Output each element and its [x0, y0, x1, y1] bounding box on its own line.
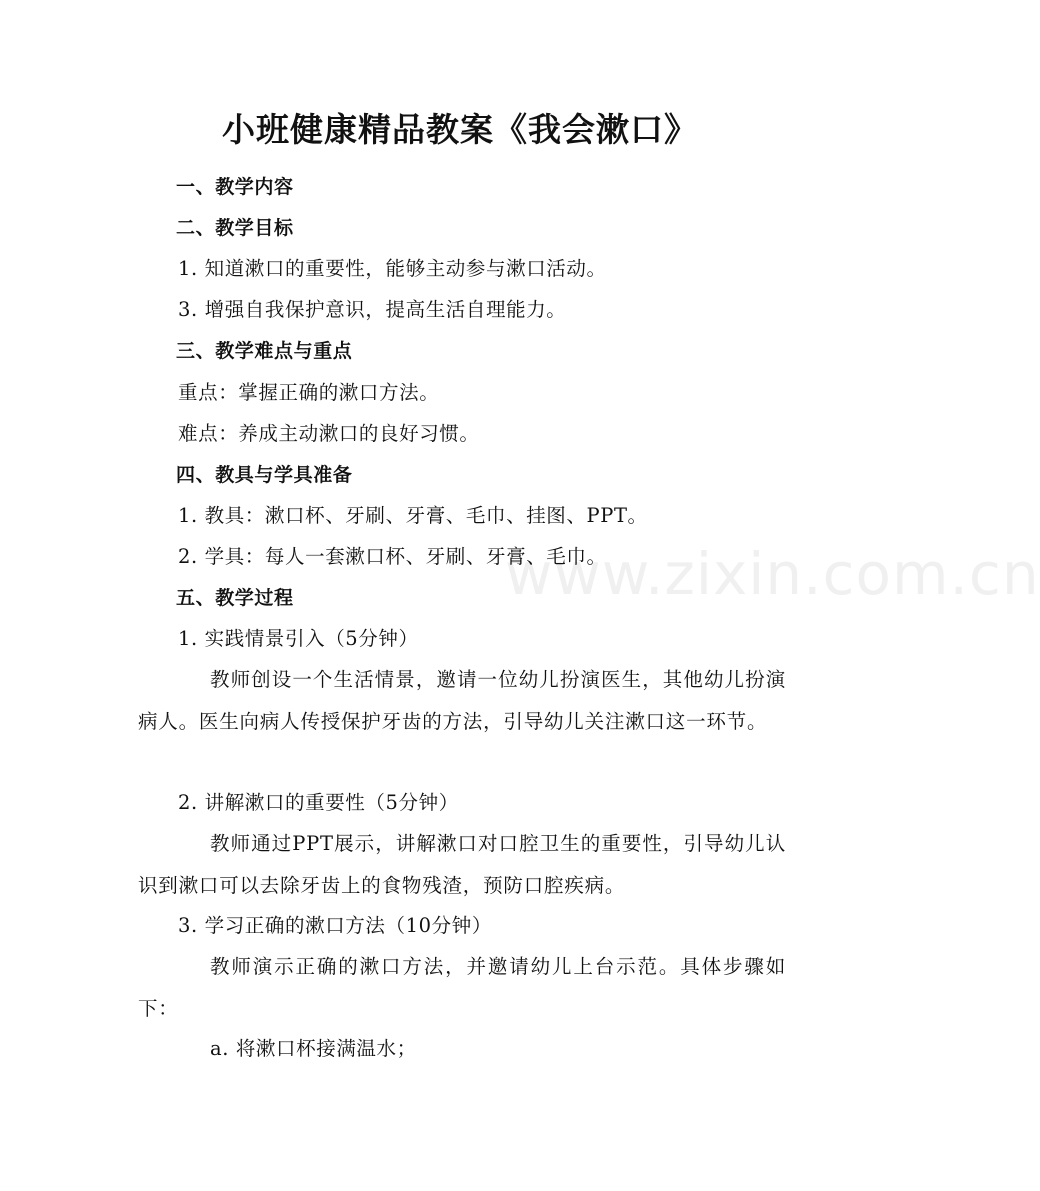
goal-item-3: 3. 增强自我保护意识，提高生活自理能力。 — [178, 298, 567, 321]
materials-student: 2. 学具：每人一套漱口杯、牙刷、牙膏、毛巾。 — [178, 545, 607, 568]
watermark: www.zixin.com.cn — [505, 540, 1040, 608]
heading-process: 五、教学过程 — [176, 587, 294, 609]
heading-difficulty-key: 三、教学难点与重点 — [176, 340, 353, 362]
process-step-3-text: 教师演示正确的漱口方法，并邀请幼儿上台示范。具体步骤如下： — [138, 955, 786, 1020]
process-step-2: 2. 讲解漱口的重要性（5分钟） — [178, 791, 459, 814]
difficulty-point: 难点：养成主动漱口的良好习惯。 — [178, 422, 480, 445]
process-substep-a: a. 将漱口杯接满温水； — [210, 1037, 417, 1060]
key-point: 重点：掌握正确的漱口方法。 — [178, 381, 440, 404]
heading-teaching-goals: 二、教学目标 — [176, 217, 294, 239]
process-step-1: 1. 实践情景引入（5分钟） — [178, 627, 419, 650]
materials-teacher: 1. 教具：漱口杯、牙刷、牙膏、毛巾、挂图、PPT。 — [178, 504, 648, 527]
heading-materials: 四、教具与学具准备 — [176, 464, 353, 486]
process-step-2-text: 教师通过PPT展示，讲解漱口对口腔卫生的重要性，引导幼儿认识到漱口可以去除牙齿上的食物残渣，预防口腔疾病。 — [138, 832, 786, 897]
process-step-1-text: 教师创设一个生活情景，邀请一位幼儿扮演医生，其他幼儿扮演病人。医生向病人传授保护牙齿的方法，引导幼儿关注漱口这一环节。 — [138, 668, 786, 733]
document-title: 小班健康精品教案《我会漱口》 — [222, 110, 698, 149]
process-step-3: 3. 学习正确的漱口方法（10分钟） — [178, 914, 492, 937]
goal-item-1: 1. 知道漱口的重要性，能够主动参与漱口活动。 — [178, 257, 607, 280]
heading-teaching-content: 一、教学内容 — [176, 176, 294, 198]
